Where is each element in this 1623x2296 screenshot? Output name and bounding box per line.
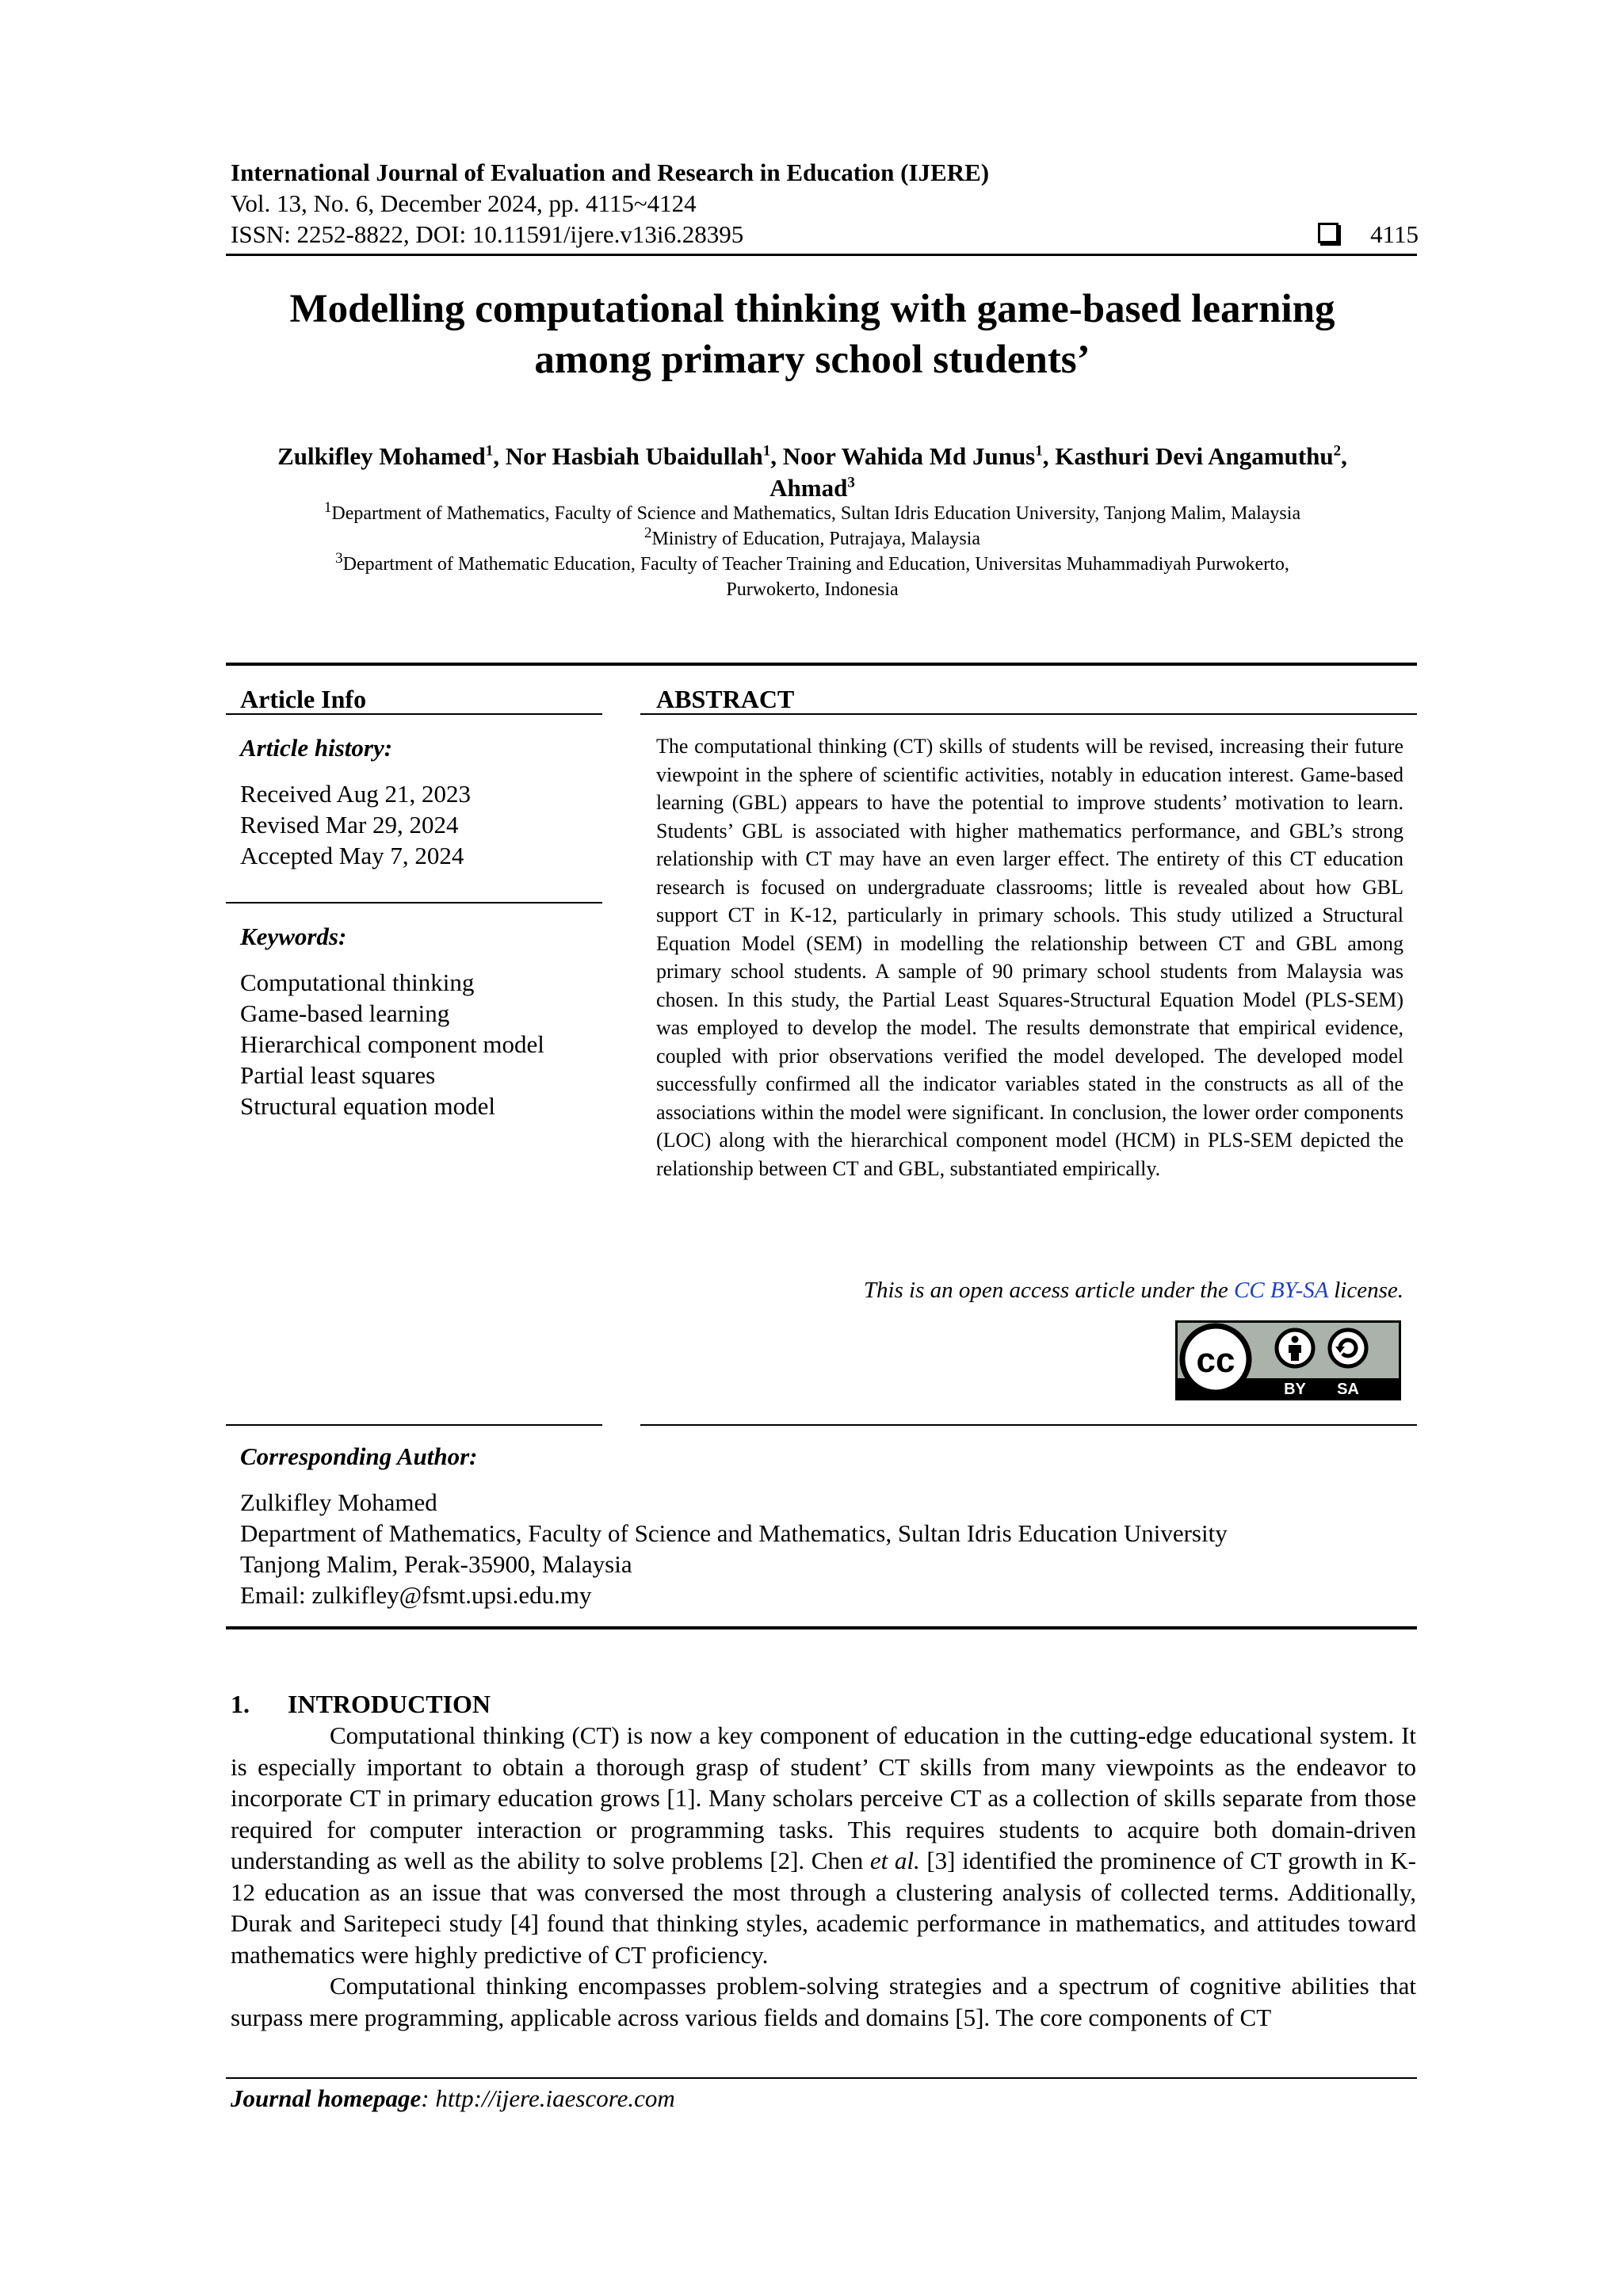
share-alike-icon (1330, 1330, 1366, 1366)
author-name: Nor Hasbiah Ubaidullah (505, 442, 763, 470)
keywords-rule (226, 902, 602, 904)
keyword-item: Game-based learning (240, 999, 450, 1027)
journal-volume: Vol. 13, No. 6, December 2024, pp. 4115~4124 (231, 189, 697, 217)
author-list: Zulkifley Mohamed$^1$, Nor Hasbiah Ubaidullah$^1$, Noor Wahida Md Junus$^1$, Kasthuri Devi Angamuthu$^2$, Ahmad$^3$ (277, 442, 1347, 502)
corresponding-author-email[interactable]: Email: zulkifley@fsmt.upsi.edu.my (240, 1581, 592, 1609)
info-box-bottom-rule-left (226, 1424, 602, 1426)
author-affiliation-mark: 2 (1333, 442, 1342, 460)
affiliation-1 (198, 501, 1426, 526)
open-access-prefix: This is an open access article under the (863, 1278, 1234, 1303)
cc-by-sa-badge-graphic (1178, 1323, 1399, 1398)
open-access-suffix: license. (1327, 1278, 1403, 1303)
affiliation-text: Department of Mathematic Education, Faculty of Teacher Training and Education, Universitas Muhammadiyah Purwokerto, (342, 554, 1289, 575)
introduction-paragraph-1 (231, 1720, 1416, 1970)
footer-rule (226, 2077, 1417, 2079)
author-name: Noor Wahida Md Junus (782, 442, 1036, 470)
info-box-top-rule (226, 663, 1417, 666)
keyword-item: Hierarchical component model (240, 1030, 544, 1058)
author-affiliation-mark: 3 (847, 474, 855, 491)
author-name: Zulkifley Mohamed (277, 442, 486, 470)
affiliation-mark: 3 (335, 550, 343, 567)
open-access-statement (864, 1274, 1403, 1306)
badge-sa-label: SA (1337, 1381, 1359, 1398)
affiliation-mark: 2 (643, 525, 652, 541)
cc-icon-label: cc (1196, 1341, 1235, 1380)
received-date: Received Aug 21, 2023 (240, 780, 472, 808)
affiliation-mark: 1 (323, 499, 332, 516)
affiliation-3 (198, 552, 1426, 577)
affiliation-text: Ministry of Education, Putrajaya, Malaysia (651, 529, 981, 549)
page-number-area (1318, 219, 1419, 250)
article-info-heading: Article Info (240, 685, 367, 713)
journal-name: International Journal of Evaluation and Research in Education (IJERE) (231, 159, 990, 186)
revised-date: Revised Mar 29, 2024 (240, 811, 459, 839)
author-name: Ahmad (769, 474, 848, 502)
introduction-heading (231, 1688, 491, 1720)
introduction-body (231, 1720, 1416, 2033)
header-rule (226, 254, 1417, 256)
affiliation-text: Department of Mathematics, Faculty of Science and Mathematics, Sultan Idris Education University, Tanjong Malim, Malaysia (331, 503, 1301, 524)
keyword-item: Structural equation model (240, 1092, 495, 1120)
paragraph-text: Computational thinking (CT) is now a key component of education in the cutting-edge educational system. It is especially important to obtain a thorough grasp of student’ CT skills from many viewpoints as the endeavor to incorporate CT in primary education grows [1]. Many scholars perceive CT as a collection of skills separate from those required for computer interaction or programming tasks. This requires students to acquire both domain-driven understanding as well as the ability to solve problems [2]. Chen (231, 1721, 1416, 1874)
journal-issn-doi: ISSN: 2252-8822, DOI: 10.11591/ijere.v13i6.28395 (231, 220, 744, 248)
article-info-rule (226, 713, 602, 715)
abstract-heading: ABSTRACT (656, 685, 795, 713)
accepted-date: Accepted May 7, 2024 (240, 842, 464, 869)
paper-title (174, 284, 1450, 385)
keywords-heading: Keywords: (240, 923, 347, 950)
corresponding-author-department: Department of Mathematics, Faculty of Science and Mathematics, Sultan Idris Education University (240, 1519, 1228, 1547)
corresponding-author-heading: Corresponding Author: (240, 1442, 478, 1470)
author-affiliation-mark: 1 (1035, 442, 1043, 460)
cc-by-sa-badge[interactable] (1175, 1320, 1401, 1400)
author-affiliation-mark: 1 (762, 442, 771, 460)
affiliation-3-line2: Purwokerto, Indonesia (726, 579, 899, 600)
journal-homepage-url[interactable]: : http://ijere.iaescore.com (421, 2084, 675, 2112)
corresponding-author-name: Zulkifley Mohamed (240, 1488, 437, 1516)
abstract-rule (640, 713, 1417, 715)
journal-homepage-label: Journal homepage (231, 2084, 422, 2112)
affiliation-2 (198, 526, 1426, 552)
corresponding-author-address: Tanjong Malim, Perak-35900, Malaysia (240, 1550, 632, 1578)
badge-by-label: BY (1284, 1381, 1306, 1398)
page-number: 4115 (1370, 220, 1419, 248)
license-link[interactable]: CC BY-SA (1234, 1278, 1328, 1303)
checkbox-square-icon (1318, 223, 1338, 243)
introduction-paragraph-2: Computational thinking encompasses problem-solving strategies and a spectrum of cognitive abilities that surpass mere programming, applicable across various fields and domains [5]. The core components of CT (231, 1972, 1416, 2031)
info-box-end-rule (226, 1626, 1417, 1629)
paragraph-text: [3] identified the prominence of CT growth in K-12 education as an issue that was conversed the most through a clustering analysis of collected terms. Additionally, Durak and Saritepeci study [4] found that thinking styles, academic performance in mathematics, and attitudes toward mathematics were highly predictive of CT proficiency. (231, 1847, 1416, 1969)
keyword-item: Computational thinking (240, 968, 475, 996)
author-affiliation-mark: 1 (485, 442, 494, 460)
article-history-heading: Article history: (240, 734, 393, 762)
paper-title-line2: among primary school students’ (534, 338, 1090, 382)
section-title: INTRODUCTION (288, 1690, 491, 1718)
journal-homepage (231, 2083, 675, 2115)
paper-title-line1: Modelling computational thinking with game-based learning (289, 287, 1335, 331)
keyword-item: Partial least squares (240, 1061, 436, 1089)
section-number: 1. (231, 1690, 250, 1718)
paragraph-italic: et al. (869, 1847, 920, 1874)
info-box-bottom-rule-right (640, 1424, 1417, 1426)
author-name: Kasthuri Devi Angamuthu (1055, 442, 1334, 470)
abstract-text: The computational thinking (CT) skills of students will be revised, increasing their future viewpoint in the sphere of scientific activities, notably in education interest. Game-based learning (GBL) appears to have the potential to improve students’ motivation to learn. Students’ GBL is associated with higher mathematics performance, and GBL’s strong relationship with CT may have an even larger effect. The entirety of this CT education research is focused on undergraduate classrooms; little is revealed about how GBL support CT in K-12, particularly in primary schools. This study utilized a Structural Equation Model (SEM) in modelling the relationship between CT and GBL among primary school students. A sample of 90 primary school students from Malaysia was chosen. In this study, the Partial Least Squares-Structural Equation Model (PLS-SEM) was employed to develop the model. The results demonstrate that empirical evidence, coupled with prior observations verified the model developed. The developed model successfully confirmed all the indicator variables stated in the constructs as all of the associations within the model were significant. In conclusion, the lower order components (LOC) along with the hierarchical component model (HCM) in PLS-SEM depicted the relationship between CT and GBL, substantiated empirically. (656, 735, 1403, 1180)
